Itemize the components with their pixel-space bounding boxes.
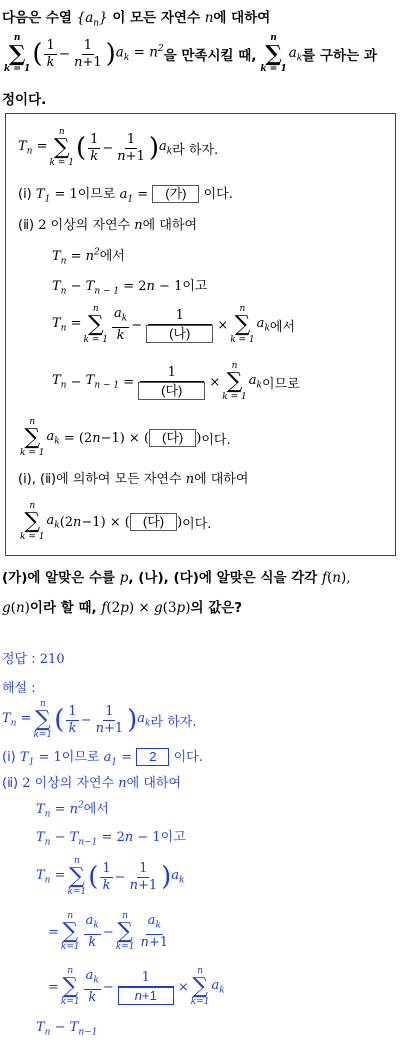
blank-da: (다) — [130, 513, 177, 531]
box-final-line: n ∑ k = 1 $a_k$ (2 n −1) × ( (다) ) 이다. — [20, 501, 212, 542]
solution-eq-6: $T_n - T_{n-1}$ — [36, 1020, 98, 1038]
solution-label: 해설 : — [2, 681, 36, 696]
box-eq-1: $T_n = n^2$에서 — [52, 247, 125, 267]
blank-ref: (가) — [2, 570, 28, 586]
question-text: 이 모든 자연수 — [112, 10, 200, 26]
case-label: (ⅱ) — [2, 776, 19, 791]
case-label: (ⅰ) — [18, 187, 32, 202]
solution-text: 에서 — [83, 802, 109, 817]
case-label: (ⅰ) — [18, 472, 32, 487]
blank-da: (다) — [138, 382, 205, 400]
question-text: 에 알맞은 식을 각각 — [198, 570, 318, 586]
box-line-1: $T_n$ = n ∑ k = 1 ( $\frac{1}{k}$ − $\frac{1}{n+1}$ ) $a_k$ 라 하자. — [18, 127, 219, 168]
solution-text: 에 대하여 — [126, 776, 182, 791]
solution-eq-1: $T_n = n^2$에서 — [36, 800, 109, 820]
box-text: 이다. — [201, 432, 231, 448]
box-text: 에서 — [269, 319, 296, 335]
solution-eq-5: = n ∑ k=1 $\frac{a_k}{k}$ − $\frac{1}{n+1}$ × n ∑ k=1 $a_k$ — [48, 966, 225, 1007]
box-text: 이므로 — [261, 376, 300, 392]
box-text: 이다. — [182, 516, 212, 532]
question-text: 에 알맞은 수를 — [27, 570, 116, 586]
solution-line-ii: (ⅱ) 2 이상의 자연수 n에 대하여 — [2, 776, 182, 791]
question-text: 의 값은? — [190, 600, 243, 616]
question-text: 을 만족시킬 때, — [163, 48, 257, 64]
box-eq-2: $T_n - T_{n - 1} = 2n - 1$이고 — [52, 279, 208, 297]
question-line-3: 정이다. — [2, 92, 47, 108]
after-line-1: (가)에 알맞은 수를 p, (나), (다)에 알맞은 식을 각각 f(n), — [2, 570, 351, 586]
solution-line-1: $T_n$ = n ∑ k=1 ( $\frac{1}{k}$ − $\frac{1}{n+1}$ ) $a_k$ 라 하자. — [2, 699, 197, 740]
box-text: 이상의 자연수 — [50, 218, 131, 233]
answer-label: 정답 : — [2, 652, 36, 667]
box-text: 이고 — [182, 279, 208, 294]
box-text: 라 하자. — [172, 142, 219, 158]
question-text: 이라 할 때, — [29, 600, 97, 616]
blank-ref: (다) — [173, 570, 199, 586]
case-label: (ⅱ) — [18, 218, 35, 233]
case-label: (ⅰ) — [2, 750, 16, 765]
blank-ref: (나) — [138, 570, 164, 586]
question-text: 다음은 수열 — [2, 10, 72, 26]
box-eq-3: $T_n$ = n ∑ k = 1 $\frac{a_k}{k}$ − $\frac{1}{\text{(나)}}$ × n ∑ k = 1 $a_k$ 에서 — [52, 304, 296, 345]
solution-text: 이므로 — [61, 750, 100, 765]
box-text: 이다. — [203, 187, 233, 202]
question-line-1: 다음은 수열 $\{a_n\}$ 이 모든 자연수 n에 대하여 — [2, 10, 271, 29]
question-line-2: n ∑ k = 1 ( $\frac{1}{k}$ − $\frac{1}{n+1}$ ) $a_k = n^2$ 을 만족시킬 때, n ∑ k = 1 $a_k$ 를 구하는 과 — [4, 33, 377, 74]
filled-blank-ga: 2 — [136, 748, 169, 766]
blank-ga: (가) — [152, 185, 199, 203]
solution-text: 이고 — [160, 830, 186, 845]
box-text: 에 대하여 — [194, 472, 249, 487]
box-sum-line: n ∑ k = 1 $a_k$ = (2 n −1) × ( (다) ) 이다. — [20, 417, 231, 458]
solution-text: 이다. — [173, 750, 203, 765]
answer-value: 210 — [39, 652, 65, 667]
blank-na: (나) — [146, 325, 213, 343]
blank-da: (다) — [149, 429, 196, 447]
question-text: 에 대하여 — [213, 10, 271, 26]
question-text: 를 구하는 과 — [302, 48, 377, 64]
solution-eq-3: $T_n$ = n ∑ k=1 ( $\frac{1}{k}$ − $\frac{1}{n+1}$ ) $a_k$ — [36, 856, 185, 897]
solution-text: 라 하자. — [150, 714, 197, 730]
solution-eq-4: = n ∑ k=1 $\frac{a_k}{k}$ − n ∑ k=1 $\frac{a_k}{n+1}$ — [48, 911, 169, 952]
answer-line — [2, 648, 65, 667]
solution-text: 이상의 자연수 — [34, 776, 115, 791]
box-text: 에 의하여 모든 자연수 — [56, 472, 182, 487]
box-text: 이므로 — [77, 187, 116, 202]
box-eq-4: $T_n$ − $T_{n - 1}$ = $\frac{1}{\text{(다)}}$ × n ∑ k = 1 $a_k$ 이므로 — [52, 361, 300, 402]
box-text: 에서 — [99, 249, 125, 264]
box-line-i: (ⅰ) $T_1 = 1$이므로 $a_1$ = (가) 이다. — [18, 186, 233, 205]
box-text: 에 대하여 — [142, 218, 198, 233]
case-label: (ⅱ) — [40, 472, 57, 487]
solution-eq-2: $T_n - T_{n-1} = 2n - 1$이고 — [36, 830, 186, 848]
box-conclusion: (ⅰ), (ⅱ)에 의하여 모든 자연수 n에 대하여 — [18, 472, 249, 487]
box-line-ii: (ⅱ) 2 이상의 자연수 n에 대하여 — [18, 218, 198, 233]
solution-line-i: (ⅰ) $T_1 = 1$이므로 $a_1 = 2$ 이다. — [2, 749, 203, 768]
after-line-2: g(n)이라 할 때, f(2p) × g(3p)의 값은? — [2, 600, 243, 616]
